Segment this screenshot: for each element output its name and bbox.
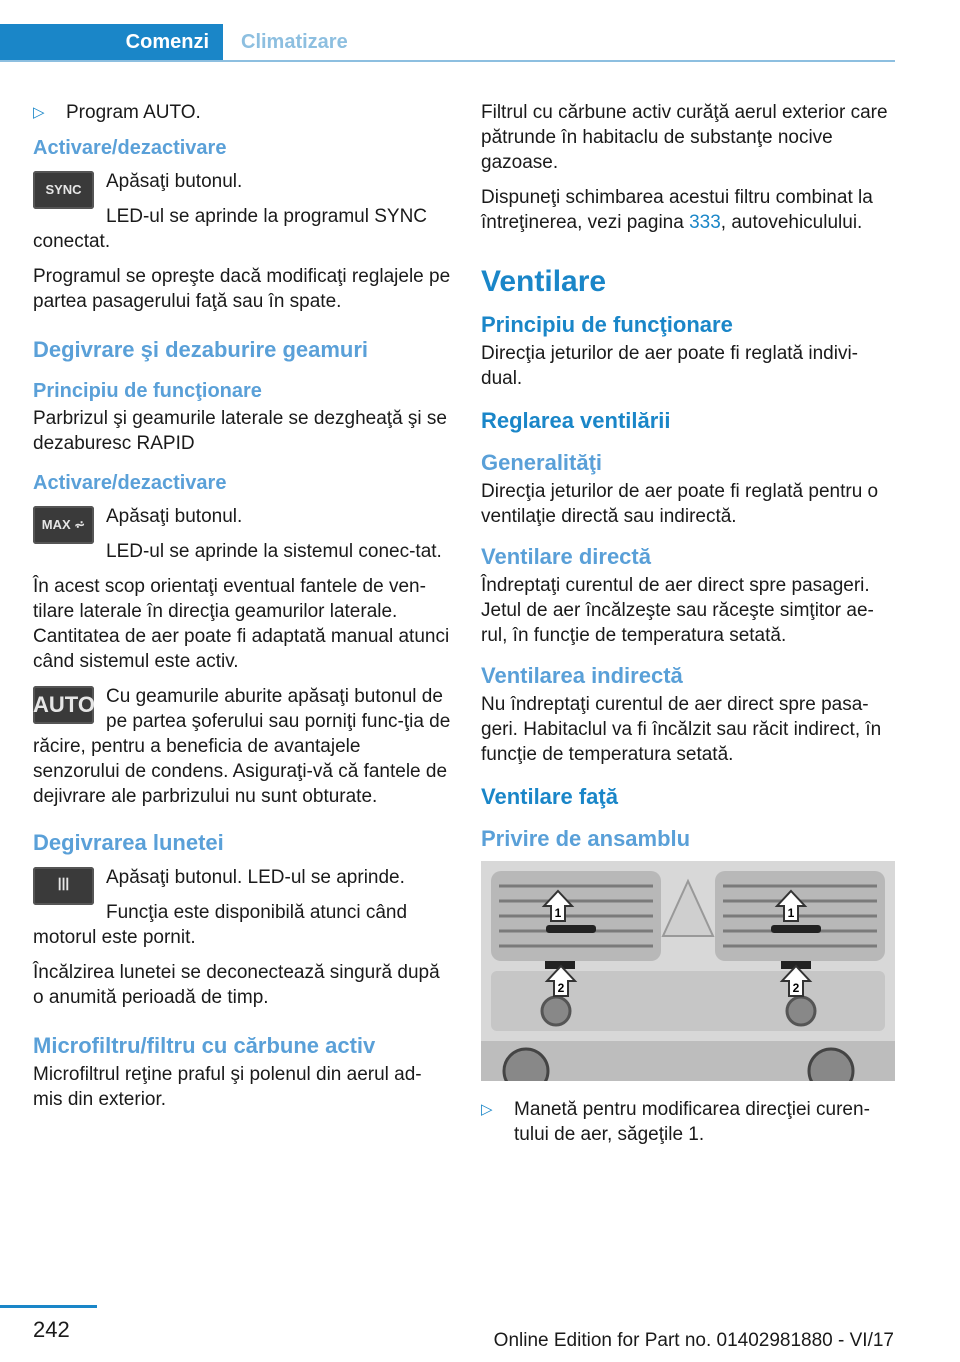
heading: Generalităţi (481, 450, 603, 475)
photo-label-arrow1-right: 1 (787, 906, 795, 920)
list-item: ▷ Program AUTO. (33, 102, 201, 123)
paragraph: Funcţia este disponibilă atunci când motorul este pornit. (33, 902, 408, 948)
header-divider (0, 60, 895, 62)
heading: Degivrarea lunetei (33, 830, 224, 855)
paragraph: Apăsaţi butonul. (106, 171, 243, 192)
tab-climatizare[interactable]: Climatizare (241, 31, 348, 53)
heading: Principiu de funcţionare (33, 380, 262, 402)
paragraph: LED-ul se aprinde la programul SYNC conectat. (33, 206, 428, 252)
photo-label-arrow1-left: 1 (554, 906, 562, 920)
sync-button-icon: SYNC (33, 171, 94, 209)
paragraph: Programul se opreşte dacă modificaţi reglajele pe partea pasagerului faţă sau în spate. (33, 266, 451, 312)
heading: Ventilare faţă (481, 784, 618, 809)
right-column (481, 100, 895, 1157)
footer-edition: Online Edition for Part no. 01402981880 - VI/17 (493, 1330, 894, 1351)
rear-window-defrost-button-icon: ꟾꟾꟾ (33, 867, 94, 905)
max-defrost-button-icon: MAX ⩫ (33, 506, 94, 544)
photo-label-arrow2-right: 2 (792, 981, 800, 995)
triangle-right-icon: ▷ (481, 1101, 493, 1118)
triangle-right-icon: ▷ (33, 104, 45, 121)
page-link[interactable]: 333 (689, 212, 721, 233)
paragraph: Filtrul cu cărbune activ curăţă aerul exterior care pătrunde în habitaclu de substanţe nocive gazoase. (481, 102, 888, 173)
heading: Microfiltru/filtru cu cărbune activ (33, 1033, 376, 1058)
header-tabs (0, 24, 895, 62)
vent-illustration (481, 861, 895, 1081)
paragraph: Direcţia jeturilor de aer poate fi reglată indivi-dual. (481, 343, 859, 389)
list-item: ▷ Manetă pentru modificarea direcţiei curen-tului de aer, săgeţile 1. (481, 1099, 870, 1145)
ventilation-photo (481, 861, 895, 1081)
paragraph: LED-ul se aprinde la sistemul conec-tat. (106, 541, 442, 562)
tab-comenzi[interactable]: Comenzi (0, 24, 223, 60)
heading: Principiu de funcţionare (481, 312, 733, 337)
page-number: 242 (33, 1317, 70, 1342)
paragraph: Microfiltrul reţine praful şi polenul din aerul ad-mis din exterior. (33, 1064, 422, 1110)
left-column (33, 100, 451, 1122)
paragraph: Încălzirea lunetei se deconectează singură după o anumită perioadă de timp. (33, 962, 440, 1008)
auto-button-icon: AUTO (33, 686, 94, 724)
paragraph: Parbrizul şi geamurile laterale se dezgheaţă şi se dezaburesc RAPID (33, 408, 447, 454)
paragraph: În acest scop orientaţi eventual fantele de ven-tilare laterale în direcţia geamurilor laterale. Cantitatea de aer poate fi adaptată manual atunci când sistemul este activ. (33, 576, 450, 672)
footer-divider (0, 1305, 97, 1308)
paragraph: Apăsaţi butonul. (106, 506, 243, 527)
heading: Activare/dezactivare (33, 137, 227, 159)
paragraph: Nu îndreptaţi curentul de aer direct spre pasa-geri. Habitaclul va fi încălzit sau răcit indirect, în funcţie de temperatura setată. (481, 694, 882, 765)
heading: Ventilarea indirectă (481, 663, 683, 688)
heading: Reglarea ventilării (481, 408, 671, 433)
photo-label-arrow2-left: 2 (557, 981, 565, 995)
heading: Privire de ansamblu (481, 826, 691, 851)
heading: Ventilare directă (481, 544, 651, 569)
paragraph: Îndreptaţi curentul de aer direct spre pasageri. Jetul de aer încălzeşte sau răceşte simţitor ae-rul, în funcţie de temperatura setată. (481, 575, 874, 646)
paragraph: Apăsaţi butonul. LED-ul se aprinde. (106, 867, 405, 888)
section-title: Ventilare (481, 265, 607, 298)
paragraph: Direcţia jeturilor de aer poate fi reglată pentru o ventilaţie directă sau indirectă. (481, 481, 879, 527)
heading: Activare/dezactivare (33, 472, 227, 494)
heading: Degivrare şi dezaburire geamuri (33, 337, 369, 362)
paragraph: Cu geamurile aburite apăsaţi butonul de pe partea şoferului sau porniţi func-ţia de răcire, pentru a beneficia de avantajele senzorului de condens. Asiguraţi-vă că fantele de dejivrare ale parbrizului nu sunt obturate. (33, 686, 451, 807)
paragraph: Dispuneţi schimbarea acestui filtru combinat la întreţinerea, vezi pagina 333, autovehiculului. (481, 187, 873, 233)
